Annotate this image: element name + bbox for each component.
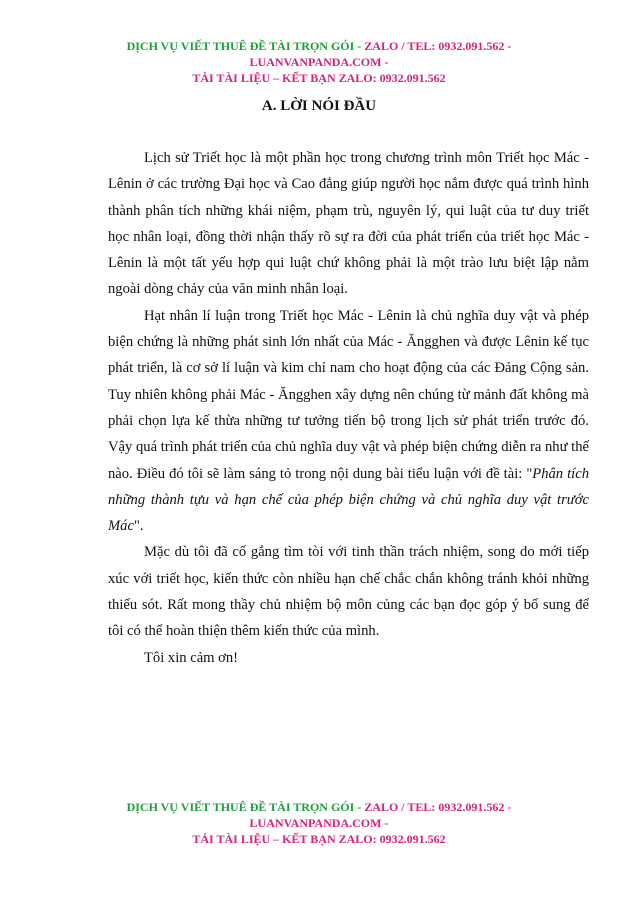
header-download-text: TẢI TÀI LIỆU – KẾT BẠN ZALO: 0932.091.562 <box>192 71 446 85</box>
footer-service-text: DỊCH VỤ VIẾT THUÊ ĐỀ TÀI TRỌN GÓI - <box>126 800 365 814</box>
header-banner-line-1 <box>0 38 638 54</box>
essay-topic: Phân tích những thành tựu và hạn chế của phép biện chứng và chủ nghĩa duy vật trước Mác <box>108 465 589 535</box>
header-contact-text: ZALO / TEL: 0932.091.562 - <box>364 39 512 53</box>
footer-banner-line-1 <box>0 799 638 815</box>
paragraph-2-text: Hạt nhân lí luận trong Triết học Mác - Lênin là chủ nghĩa duy vật và phép biện chứng là những phát sinh lớn nhất của Mác - Ăngghen và được Lênin kế tục phát triển, là cơ sở lí luận và kim chỉ nam cho hoạt động của các Đảng Cộng sản. Tuy nhiên không phải Mác - Ăngghen xây dựng nên chúng từ mảnh đất không mà phải chọn lựa kế thừa những tư tưởng tiến bộ trong lịch sử phát triển trước đó. Vậy quá trình phát triển của chủ nghĩa duy vật và phép biện chứng diễn ra như thế nào. Điều đó tôi sẽ làm sáng tỏ trong nội dung bài tiểu luận với đề tài: " <box>108 307 589 482</box>
footer-contact-text: ZALO / TEL: 0932.091.562 - <box>364 800 512 814</box>
paragraph-2-end: ". <box>133 518 144 535</box>
footer-banner <box>0 799 638 847</box>
header-service-text: DỊCH VỤ VIẾT THUÊ ĐỀ TÀI TRỌN GÓI - <box>126 39 365 53</box>
header-banner <box>0 38 638 86</box>
document-body <box>108 145 589 671</box>
paragraph-4: Tôi xin cảm ơn! <box>144 649 239 666</box>
page-title: A. LỜI NÓI ĐẦU <box>261 98 377 114</box>
paragraph-1: Lịch sử Triết học là một phần học trong chương trình môn Triết học Mác - Lênin ở các trường Đại học và Cao đẳng giúp người học nắm được quá trình hình thành phân tích những khái niệm, phạm trù, nguyên lý, qui luật của tư duy triết học nhân loại, đồng thời nhận thấy rõ sự ra đời của phát triển của triết học Mác - Lênin là một tất yếu hợp qui luật chứ không phải là một trào lưu biệt lập nằm ngoài dòng chảy của văn minh nhân loại. <box>108 150 589 298</box>
footer-download-text: TẢI TÀI LIỆU – KẾT BẠN ZALO: 0932.091.562 <box>192 832 446 846</box>
paragraph-3: Mặc dù tôi đã cố gắng tìm tòi với tinh thần trách nhiệm, song do mới tiếp xúc với triết học, kiến thức còn nhiều hạn chế chắc chắn không tránh khỏi những thiếu sót. Rất mong thầy chủ nhiệm bộ môn củng các bạn đọc góp ý bổ sung để tôi có thể hoàn thiện thêm kiến thức của mình. <box>108 544 589 640</box>
header-website-text: LUANVANPANDA.COM - <box>249 55 389 69</box>
footer-website-text: LUANVANPANDA.COM - <box>249 816 389 830</box>
paragraph-2 <box>108 303 589 540</box>
